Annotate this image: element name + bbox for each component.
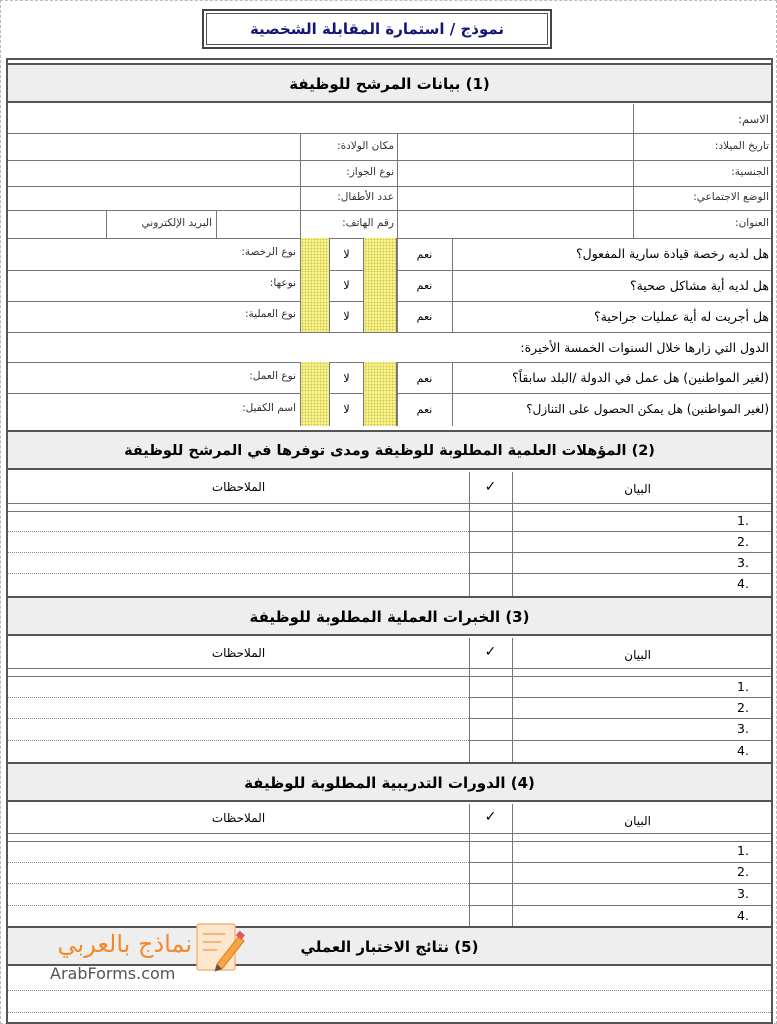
s4-check-header: ✓ (484, 809, 497, 825)
s2-row-3: 3. (737, 555, 749, 570)
worked-no-label: لا (343, 372, 350, 385)
s4-notes-header: الملاحظات (211, 811, 266, 825)
worked-yes-label: نعم (416, 372, 433, 385)
section-4-header: (4) الدورات التدريبية المطلوبة للوظيفة (8, 762, 771, 802)
license-question: هل لديه رخصة قيادة سارية المفعول؟ (576, 246, 769, 261)
countries-field[interactable] (8, 332, 448, 362)
address-field[interactable] (397, 210, 633, 238)
s2-row-4: 4. (737, 576, 749, 591)
logo-arabic-text: نماذج بالعربي (57, 930, 192, 958)
nationality-field[interactable] (397, 160, 633, 186)
health-no-box[interactable] (300, 270, 330, 301)
surgery-no-box[interactable] (300, 301, 330, 332)
sponsor-label: اسم الكفيل: (242, 402, 296, 414)
logo-latin-text: ArabForms.com (50, 964, 176, 983)
birth-date-field[interactable] (397, 133, 633, 160)
name-field[interactable] (8, 104, 633, 133)
pencil-document-icon (195, 920, 245, 974)
s3-row-3: 3. (737, 721, 749, 736)
worked-question: (لغير المواطنين) هل عمل في الدولة /البلد سابقاً؟ (511, 370, 769, 385)
s4-row-4: 4. (737, 908, 749, 923)
transfer-no-box[interactable] (300, 393, 330, 426)
nationality-label: الجنسية: (731, 166, 769, 178)
transfer-yes-box[interactable] (363, 393, 397, 426)
address-label: العنوان: (735, 217, 769, 229)
s3-check-header: ✓ (484, 644, 497, 660)
email-field[interactable] (8, 210, 106, 238)
health-yes-label: نعم (416, 279, 433, 292)
email-label: البريد الإلكتروني (141, 217, 212, 229)
s4-row-2: 2. (737, 864, 749, 879)
transfer-yes-label: نعم (416, 403, 433, 416)
worked-no-box[interactable] (300, 362, 330, 393)
marital-status-field[interactable] (397, 186, 633, 210)
s2-row-1: 1. (737, 513, 749, 528)
s3-statement-header: البيان (624, 648, 651, 662)
license-type-label: نوع الرخصة: (241, 246, 296, 258)
surgery-question: هل أجريت له أية عمليات جراحية؟ (593, 309, 769, 324)
health-no-label: لا (343, 279, 350, 292)
transfer-question: (لغير المواطنين) هل يمكن الحصول على التنازل؟ (526, 402, 769, 416)
license-yes-label: نعم (416, 248, 433, 261)
license-no-label: لا (343, 248, 350, 261)
work-type-label: نوع العمل: (249, 370, 296, 382)
birth-date-label: تاريخ الميلاد: (714, 140, 769, 152)
s3-row-4: 4. (737, 743, 749, 758)
health-yes-box[interactable] (363, 270, 397, 301)
license-no-box[interactable] (300, 238, 330, 270)
s4-row-3: 3. (737, 886, 749, 901)
s2-statement-header: البيان (624, 482, 651, 496)
countries-question: الدول التي زارها خلال السنوات الخمسة الأخيرة: (520, 340, 769, 355)
health-question: هل لديه أية مشاكل صحية؟ (629, 278, 769, 293)
section-3-header: (3) الخبرات العملية المطلوبة للوظيفة (8, 596, 771, 636)
s3-row-2: 2. (737, 700, 749, 715)
children-label: عدد الأطفال: (337, 191, 394, 203)
passport-type-field[interactable] (8, 160, 300, 186)
license-yes-box[interactable] (363, 238, 397, 270)
section-2-header: (2) المؤهلات العلمية المطلوبة للوظيفة ومدى توفرها في المرشح للوظيفة (8, 430, 771, 470)
marital-status-label: الوضع الاجتماعي: (693, 191, 769, 203)
section-5-header: (5) نتائج الاختبار العملي (8, 926, 771, 966)
passport-type-label: نوع الجواز: (346, 166, 394, 178)
s3-notes-header: الملاحظات (211, 646, 266, 660)
s2-notes-header: الملاحظات (211, 480, 266, 494)
children-field[interactable] (8, 186, 300, 210)
s3-row-1: 1. (737, 679, 749, 694)
health-type-label: نوعها: (269, 277, 296, 289)
surgery-yes-label: نعم (416, 310, 433, 323)
s2-row-2: 2. (737, 534, 749, 549)
transfer-no-label: لا (343, 403, 350, 416)
surgery-no-label: لا (343, 310, 350, 323)
worked-yes-box[interactable] (363, 362, 397, 393)
s2-check-header: ✓ (484, 479, 497, 495)
name-label: الاسم: (738, 112, 769, 126)
section-1-header: (1) بيانات المرشح للوظيفة (8, 63, 771, 103)
surgery-type-label: نوع العملية: (244, 308, 296, 320)
license-type-field[interactable] (8, 238, 300, 270)
s4-statement-header: البيان (624, 814, 651, 828)
form-title: نموذج / استمارة المقابلة الشخصية (249, 20, 505, 38)
birth-place-field[interactable] (8, 133, 300, 160)
phone-label: رقم الهاتف: (342, 217, 394, 229)
phone-field[interactable] (216, 210, 300, 238)
birth-place-label: مكان الولادة: (337, 140, 394, 152)
surgery-yes-box[interactable] (363, 301, 397, 332)
s4-row-1: 1. (737, 843, 749, 858)
